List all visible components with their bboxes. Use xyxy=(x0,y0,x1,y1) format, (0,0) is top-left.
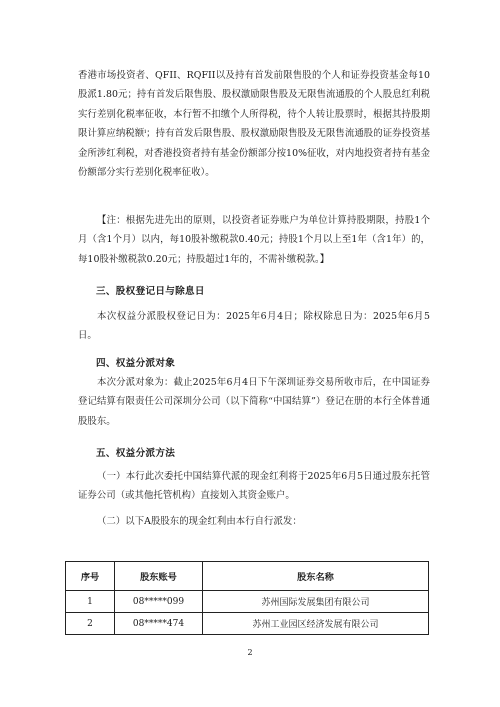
cell-name: 苏州国际发展集团有限公司 xyxy=(203,591,429,613)
section-4-body: 本次分派对象为：截止2025年6月4日下午深圳证券交易所收市后，在中国证券登记结算有限责任公司深圳分公司（以下简称“中国结算”）登记在册的本行全体普通股股东。 xyxy=(78,377,430,427)
section-3-body: 本次权益分派股权登记日为：2025年6月4日；除权除息日为：2025年6月5日。 xyxy=(78,311,430,342)
cell-name: 苏州工业园区经济发展有限公司 xyxy=(203,613,429,635)
cell-no: 1 xyxy=(66,591,115,613)
header-no: 序号 xyxy=(66,562,115,591)
table-header-row xyxy=(66,562,429,591)
header-account: 股东账号 xyxy=(115,562,203,591)
shareholder-table xyxy=(65,561,429,635)
section-5-heading: 五、权益分派方法 xyxy=(96,448,176,459)
page-number: 2 xyxy=(247,648,253,657)
cell-no: 2 xyxy=(66,613,115,635)
cell-account: 08*****474 xyxy=(115,613,203,635)
section-3-heading: 三、股权登记日与除息日 xyxy=(96,286,205,297)
tax-continuation-paragraph: 香港市场投资者、QFII、RQFII以及持有首发前限售股的个人和证券投资基金每10股派1.80元；持有首发后限售股、股权激励限售股及无限售流通股的个人股息红利税实行差别化税率征收，本行暂不扣缴个人所得税，待个人转让股票时，根据其持股期限计算应纳税额ⁱ；持有首发后限售股、股权激励限售股及无限售流通股的证券投资基金所涉红利税，对香港投资者持有基金份额部分按10%征收，对内地投资者持有基金份额部分实行差别化税率征收）。 xyxy=(78,70,430,179)
section-4-heading: 四、权益分派对象 xyxy=(96,358,176,369)
table-row xyxy=(66,613,429,635)
header-name: 股东名称 xyxy=(203,562,429,591)
cell-account: 08*****099 xyxy=(115,591,203,613)
table-row xyxy=(66,591,429,613)
section-5-item-2: （二）以下A股股东的现金红利由本行自行派发： xyxy=(97,516,302,527)
note-paragraph: 【注：根据先进先出的原则，以投资者证券账户为单位计算持股期限，持股1个月（含1个月）以内，每10股补缴税款0.40元；持股1个月以上至1年（含1年）的，每10股补缴税款0.20元；持股超过1年的，不需补缴税款。】 xyxy=(78,215,430,265)
section-5-item-1: （一）本行此次委托中国结算代派的现金红利将于2025年6月5日通过股东托管证券公司（或其他托管机构）直接划入其资金账户。 xyxy=(78,471,430,502)
